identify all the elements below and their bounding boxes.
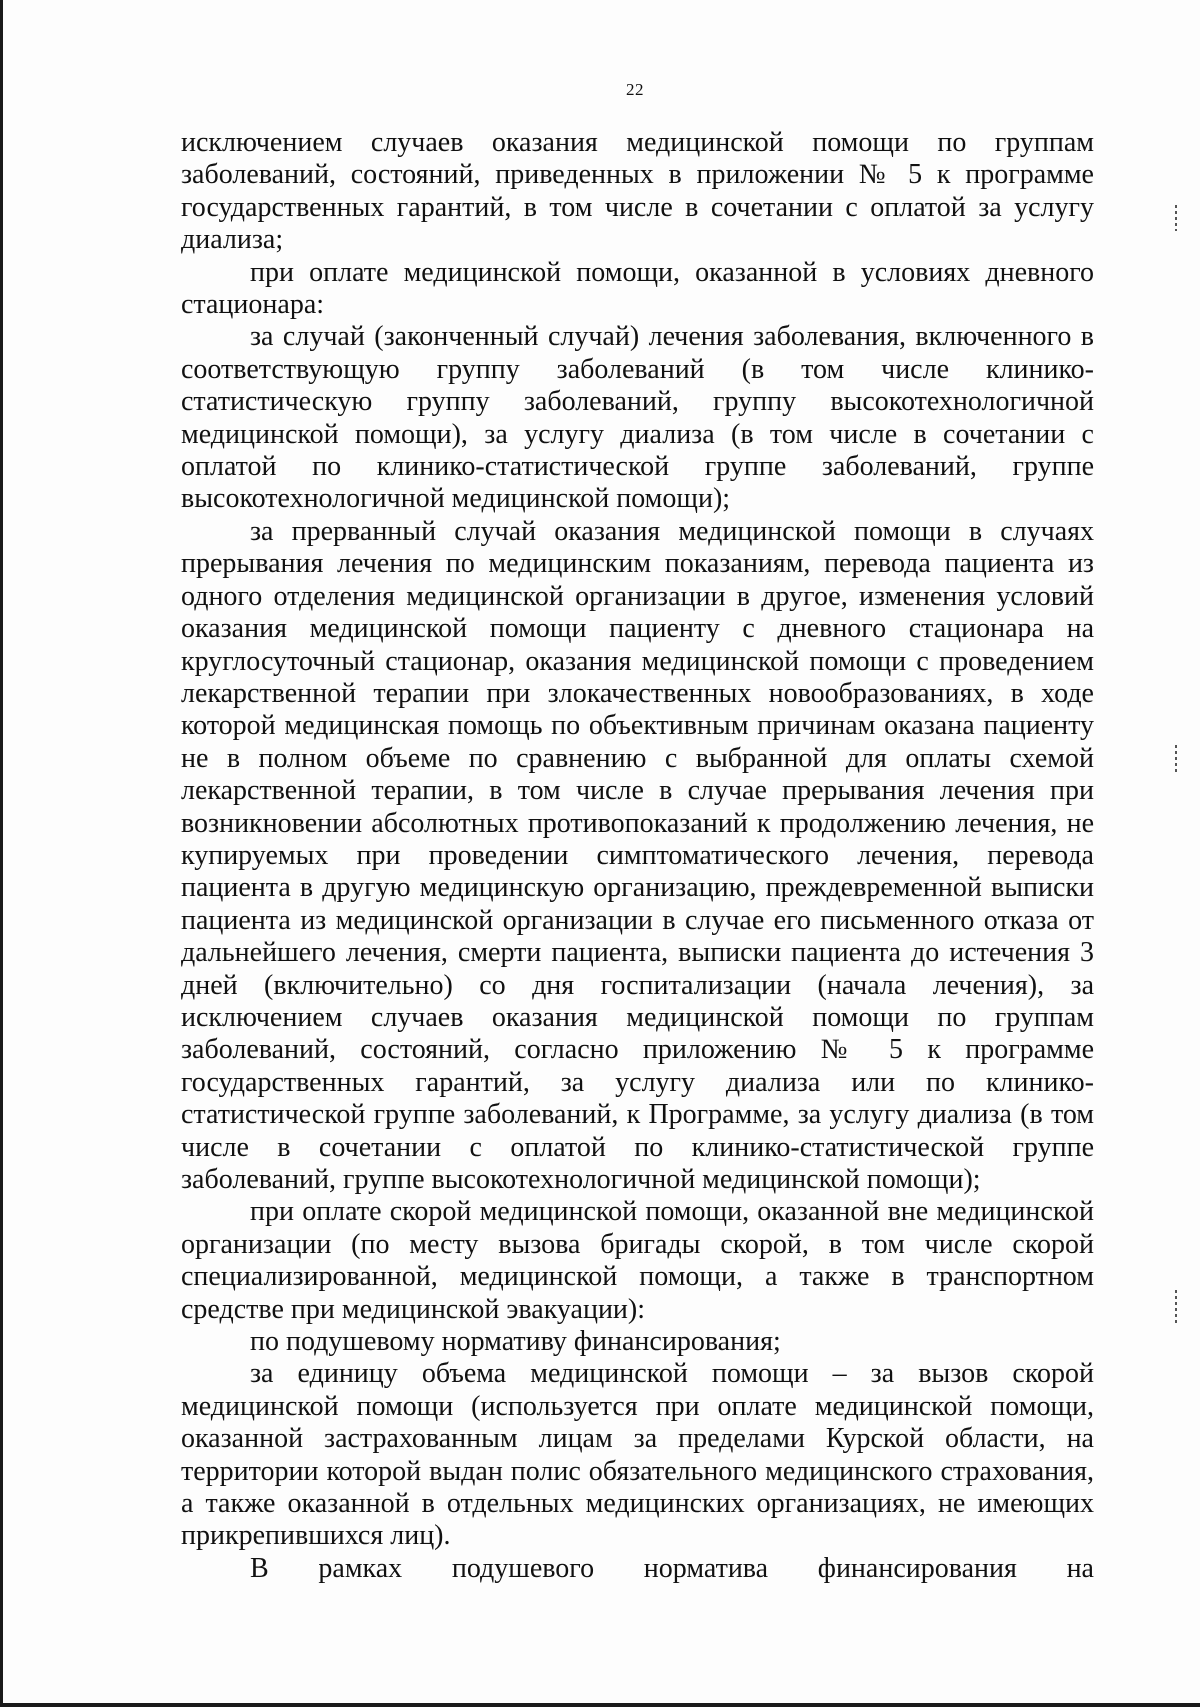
paragraph-8: В рамках подушевого норматива финансирования на (250, 1552, 1094, 1584)
paragraph-2: при оплате медицинской помощи, оказанной в условиях дневного стационара: (181, 256, 1094, 321)
scan-margin-mark (1175, 1290, 1177, 1326)
paragraph-6: по подушевому нормативу финансирования; (250, 1326, 781, 1358)
scan-margin-mark (1175, 205, 1177, 231)
paragraph-5: при оплате скорой медицинской помощи, оказанной вне медицинской организации (по месту вызова бригады скорой, в том числе скорой специализированной, медицинской помощи, а также в транспортном средстве при медицинской эвакуации): (181, 1196, 1094, 1325)
scan-margin-mark (1175, 745, 1177, 775)
paragraph-4: за прерванный случай оказания медицинской помощи в случаях прерывания лечения по медицинским показаниям, перевода пациента из одного отделения медицинской организации в другое, изменения условий оказания медицинской помощи пациенту с дневного стационара на круглосуточный стационар, оказания медицинской помощи с проведением лекарственной терапии при злокачественных новообразованиях, в ходе которой медицинская помощь по объективным причинам оказана пациенту не в полном объеме по сравнению с выбранной для оплаты схемой лекарственной терапии, в том числе в случае прерывания лечения при возникновении абсолютных противопоказаний к продолжению лечения, не купируемых при проведении симптоматического лечения, перевода пациента в другую медицинскую организацию, преждевременной выписки пациента из медицинской организации в случае его письменного отказа от дальнейшего лечения, смерти пациента, выписки пациента до истечения 3 дней (включительно) со дня госпитализации (начала лечения), за исключением случаев оказания медицинской помощи по группам заболеваний, состояний, согласно приложению № 5 к программе государственных гарантий, за услугу диализа или по клинико-статистической группе заболеваний, к Программе, за услугу диализа (в том числе в сочетании с оплатой по клинико-статистической группе заболеваний, группе высокотехнологичной медицинской помощи); (181, 515, 1094, 1195)
paragraph-1: исключением случаев оказания медицинской помощи по группам заболеваний, состояний, приведенных в приложении № 5 к программе государственных гарантий, в том числе в сочетании с оплатой за услугу диализа; (181, 127, 1094, 256)
paragraph-3: за случай (законченный случай) лечения заболевания, включенного в соответствующую группу заболеваний (в том числе клинико-статистическую группу заболеваний, группу высокотехнологичной медицинской помощи), за услугу диализа (в том числе в сочетании с оплатой по клинико-статистической группе заболеваний, группе высокотехнологичной медицинской помощи); (181, 321, 1094, 515)
scan-left-edge (0, 0, 3, 1707)
page-number: 22 (626, 80, 644, 99)
scan-bottom-edge (0, 1703, 1200, 1707)
document-body (181, 127, 1094, 1585)
paragraph-7: за единицу объема медицинской помощи – за вызов скорой медицинской помощи (используется при оплате медицинской помощи, оказанной застрахованным лицам за пределами Курской области, на территории которой выдан полис обязательного медицинского страхования, а также оказанной в отдельных медицинских организациях, не имеющих прикрепившихся лиц). (181, 1358, 1094, 1552)
